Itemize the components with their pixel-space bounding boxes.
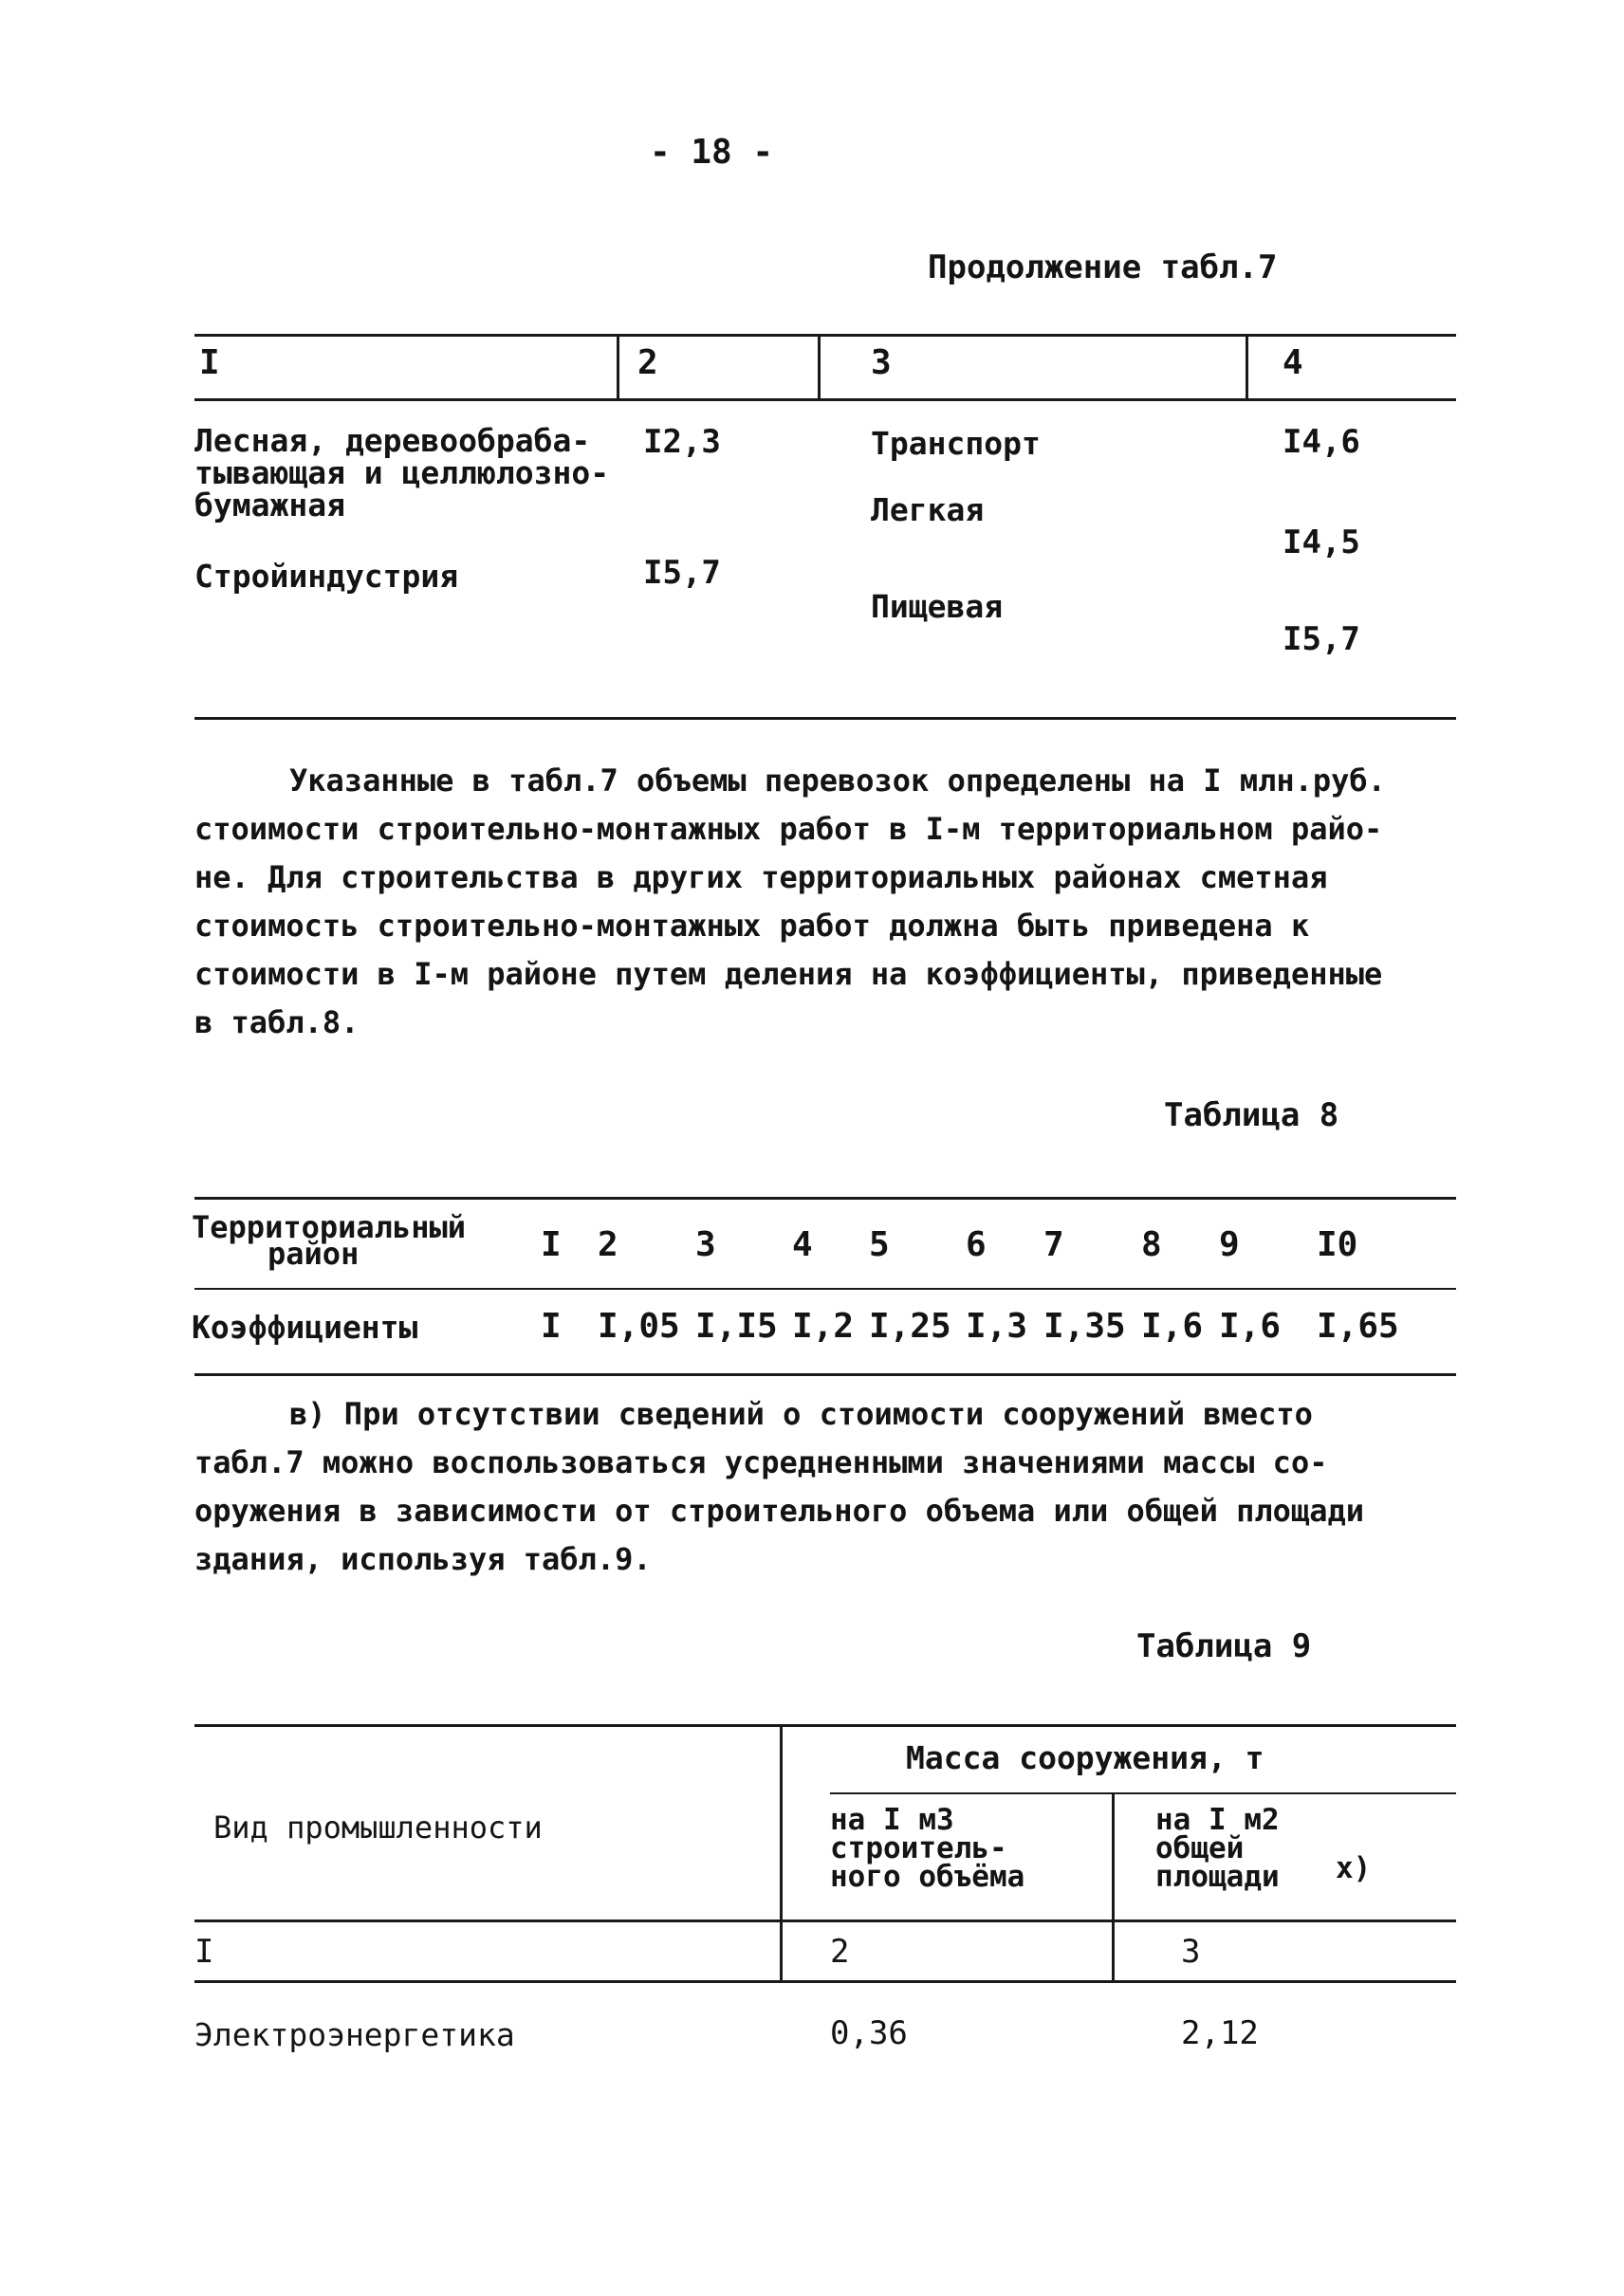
table9-row-name: Электроэнергетика	[194, 2016, 515, 2053]
table9-header-rule	[194, 1919, 1456, 1922]
coefficient-cell: I,35	[1043, 1307, 1126, 1346]
header-line: на I м2	[1155, 1803, 1280, 1837]
table7-value-transport: I4,6	[1283, 423, 1360, 461]
table9-top-rule	[194, 1724, 1456, 1727]
coefficient-cell: I	[541, 1307, 562, 1346]
paragraph-line: стоимости в I-м районе путем деления на коэффициенты, приведенные	[194, 956, 1383, 992]
table9-row-value-1: 0,36	[830, 2014, 908, 2052]
table8-caption: Таблица 8	[1164, 1096, 1339, 1134]
paragraph-1	[194, 757, 1456, 1047]
header-line: площади	[1155, 1860, 1280, 1894]
header-line: общей	[1155, 1831, 1245, 1865]
page-number: - 18 -	[650, 133, 774, 172]
table8-mid-rule	[194, 1288, 1456, 1290]
header-line: на I м3	[830, 1803, 954, 1837]
table8-top-rule	[194, 1197, 1456, 1200]
table9-col3-footnote: х)	[1336, 1851, 1372, 1885]
table9-divider-1	[780, 1724, 783, 1982]
district-cell: 6	[966, 1225, 987, 1264]
label-line: район	[268, 1236, 360, 1272]
paragraph-line: Указанные в табл.7 объемы перевозок определены на I млн.руб.	[289, 762, 1386, 799]
table9-group-header: Масса сооружения, т	[906, 1739, 1264, 1776]
paragraph-line: в) При отсутствии сведений о стоимости сооружений вместо	[289, 1396, 1313, 1432]
district-cell: 7	[1043, 1225, 1064, 1264]
table7-row-food: Пищевая	[871, 588, 1004, 625]
coefficient-cell: I,6	[1219, 1307, 1282, 1346]
table8-row2-label: Коэффициенты	[192, 1309, 418, 1346]
table8-bottom-rule	[194, 1373, 1456, 1376]
coefficient-cell: I,65	[1317, 1307, 1399, 1346]
paragraph-line: стоимость строительно-монтажных работ должна быть приведена к	[194, 908, 1310, 944]
paragraph-line: не. Для строительства в других территориальных районах сметная	[194, 859, 1328, 895]
table7-header-2: 2	[637, 343, 658, 382]
table7-header-1: I	[199, 343, 220, 382]
table7-header-3: 3	[871, 343, 892, 382]
table7-bottom-rule	[194, 717, 1456, 720]
coefficient-cell: I,05	[598, 1307, 680, 1346]
header-line: строитель-	[830, 1831, 1007, 1865]
row-name-line: Лесная, деревообраба-	[194, 422, 591, 459]
table9-divider-2	[1112, 1792, 1115, 1982]
paragraph-line: здания, используя табл.9.	[194, 1541, 652, 1577]
paragraph-line: оружения в зависимости от строительного объема или общей площади	[194, 1493, 1364, 1529]
coefficient-cell: I,6	[1141, 1307, 1204, 1346]
table7-header-rule	[194, 398, 1456, 401]
district-cell: 8	[1141, 1225, 1162, 1264]
table7-row-light: Легкая	[871, 491, 985, 528]
district-cell: 4	[792, 1225, 813, 1264]
paragraph-line: в табл.8.	[194, 1004, 360, 1040]
table7-divider-1	[617, 334, 619, 400]
table7-divider-2	[818, 334, 821, 400]
table9-colnum-1: I	[194, 1933, 214, 1971]
table9-col1-header: Вид промышленности	[213, 1809, 543, 1846]
table7-value-light: I4,5	[1283, 523, 1360, 561]
district-cell: 3	[695, 1225, 716, 1264]
coefficient-cell: I,I5	[695, 1307, 778, 1346]
coefficient-cell: I,25	[869, 1307, 951, 1346]
coefficient-cell: I,3	[966, 1307, 1028, 1346]
table8-row1-label	[192, 1209, 466, 1272]
table7-row-forestry	[194, 422, 610, 523]
district-cell: I	[541, 1225, 562, 1264]
table9-col3-header	[1155, 1803, 1280, 1894]
row-name-line: бумажная	[194, 487, 345, 523]
row-name-line: тывающая и целлюлозно-	[194, 454, 610, 491]
table7-divider-3	[1246, 334, 1248, 400]
table7-caption: Продолжение табл.7	[928, 248, 1278, 286]
table7-row-construction: Стройиндустрия	[194, 558, 459, 595]
paragraph-line: табл.7 можно воспользоваться усредненными значениями массы со-	[194, 1444, 1328, 1480]
table9-colnum-2: 2	[830, 1933, 850, 1971]
paragraph-2	[194, 1390, 1456, 1584]
district-cell: 2	[598, 1225, 618, 1264]
table9-colnum-3: 3	[1181, 1933, 1201, 1971]
district-cell: 9	[1219, 1225, 1240, 1264]
district-cell: 5	[869, 1225, 890, 1264]
table7-value-construction: I5,7	[643, 554, 721, 592]
table7-row-transport: Транспорт	[871, 425, 1041, 462]
table7-value-food: I5,7	[1283, 620, 1360, 658]
table7-header-4: 4	[1283, 343, 1303, 382]
table9-colnum-rule	[194, 1980, 1456, 1983]
table9-caption: Таблица 9	[1136, 1627, 1312, 1665]
table7-top-rule	[194, 334, 1456, 337]
paragraph-line: стоимости строительно-монтажных работ в I-м территориальном райо-	[194, 811, 1383, 847]
label-line: Территориальный	[192, 1209, 466, 1245]
table7-value-forestry: I2,3	[643, 423, 721, 461]
table9-group-rule	[830, 1792, 1456, 1794]
coefficient-cell: I,2	[792, 1307, 855, 1346]
table9-col2-header	[830, 1803, 1025, 1894]
district-cell: I0	[1317, 1225, 1358, 1264]
header-line: ного объёма	[830, 1860, 1025, 1894]
table9-row-value-2: 2,12	[1181, 2014, 1259, 2052]
